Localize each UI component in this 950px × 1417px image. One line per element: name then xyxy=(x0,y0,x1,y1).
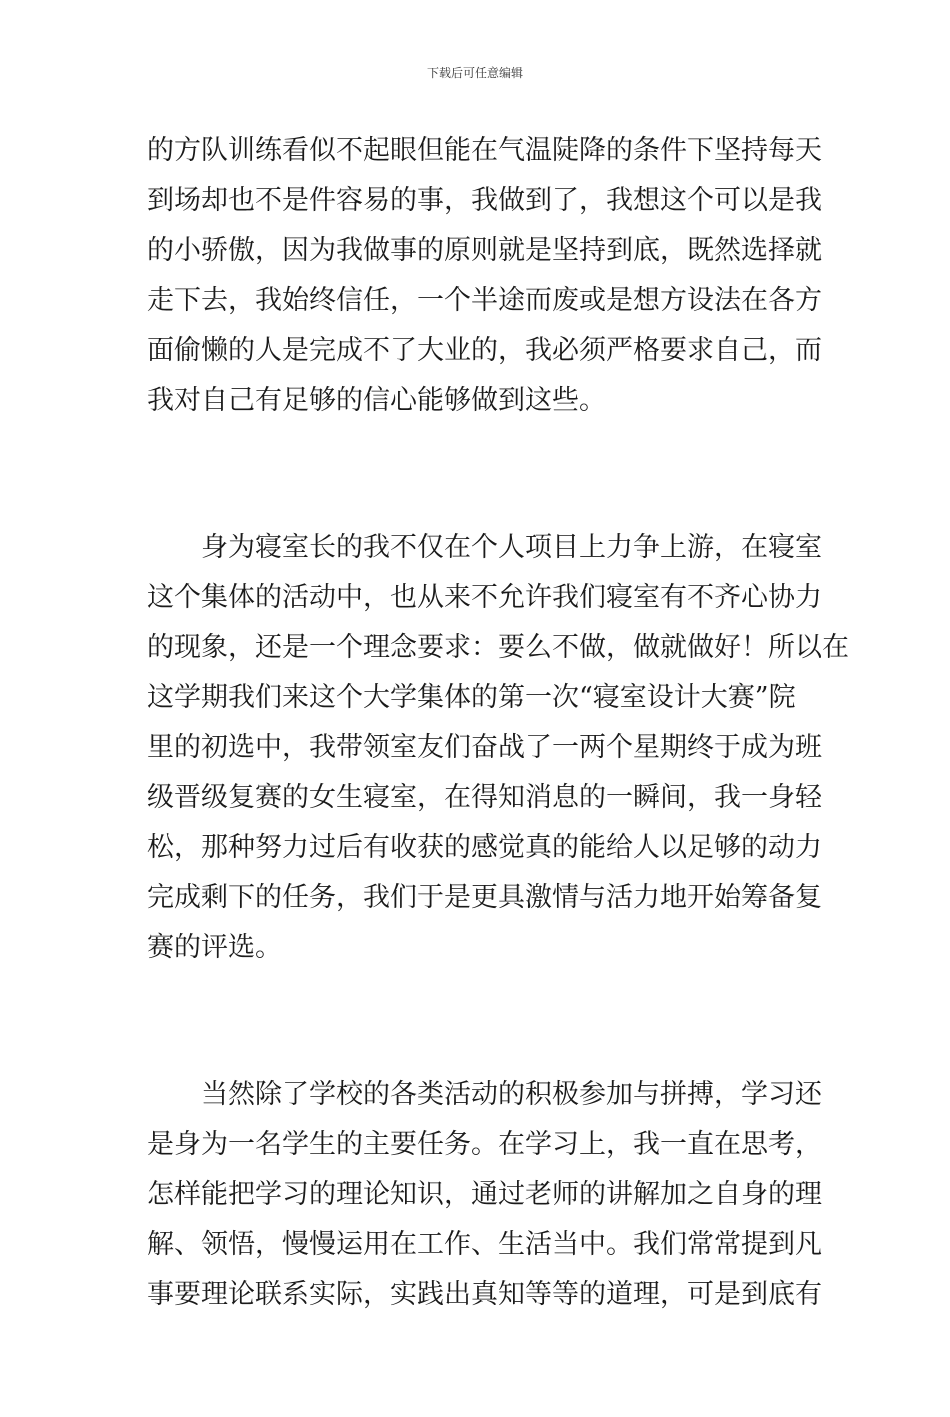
text-line: 的现象，还是一个理念要求：要么不做，做就做好！所以在 xyxy=(147,632,849,663)
text-line: 我对自己有足够的信心能够做到这些。 xyxy=(147,385,606,416)
text-line: 这学期我们来这个大学集体的第一次“寝室设计大赛”院 xyxy=(147,682,796,713)
text-line: 这个集体的活动中，也从来不允许我们寝室有不齐心协力 xyxy=(147,582,822,613)
text-line: 面偷懒的人是完成不了大业的，我必须严格要求自己，而 xyxy=(147,335,822,366)
paragraph-2 xyxy=(147,523,849,973)
text-line: 级晋级复赛的女生寝室，在得知消息的一瞬间，我一身轻 xyxy=(147,782,822,813)
paragraph-3 xyxy=(147,1070,822,1320)
text-line: 怎样能把学习的理论知识，通过老师的讲解加之自身的理 xyxy=(147,1179,822,1210)
text-line: 的小骄傲，因为我做事的原则就是坚持到底，既然选择就 xyxy=(147,235,822,266)
text-line: 松，那种努力过后有收获的感觉真的能给人以足够的动力 xyxy=(147,832,822,863)
text-line: 身为寝室长的我不仅在个人项目上力争上游，在寝室 xyxy=(201,532,822,563)
text-line: 解、领悟，慢慢运用在工作、生活当中。我们常常提到凡 xyxy=(147,1229,822,1260)
text-line: 事要理论联系实际，实践出真知等等的道理，可是到底有 xyxy=(147,1279,822,1310)
paragraph-1 xyxy=(147,126,822,426)
text-line: 的方队训练看似不起眼但能在气温陡降的条件下坚持每天 xyxy=(147,135,822,166)
text-line: 里的初选中，我带领室友们奋战了一两个星期终于成为班 xyxy=(147,732,822,763)
text-line: 当然除了学校的各类活动的积极参加与拼搏，学习还 xyxy=(201,1079,822,1110)
text-line: 是身为一名学生的主要任务。在学习上，我一直在思考， xyxy=(147,1129,822,1160)
text-line: 走下去，我始终信任，一个半途而废或是想方设法在各方 xyxy=(147,285,822,316)
page-header: 下载后可任意编辑 xyxy=(426,66,523,80)
text-line: 到场却也不是件容易的事，我做到了，我想这个可以是我 xyxy=(147,185,822,216)
text-line: 赛的评选。 xyxy=(147,932,282,963)
text-line: 完成剩下的任务，我们于是更具激情与活力地开始筹备复 xyxy=(147,882,822,913)
document-body xyxy=(147,126,849,1417)
